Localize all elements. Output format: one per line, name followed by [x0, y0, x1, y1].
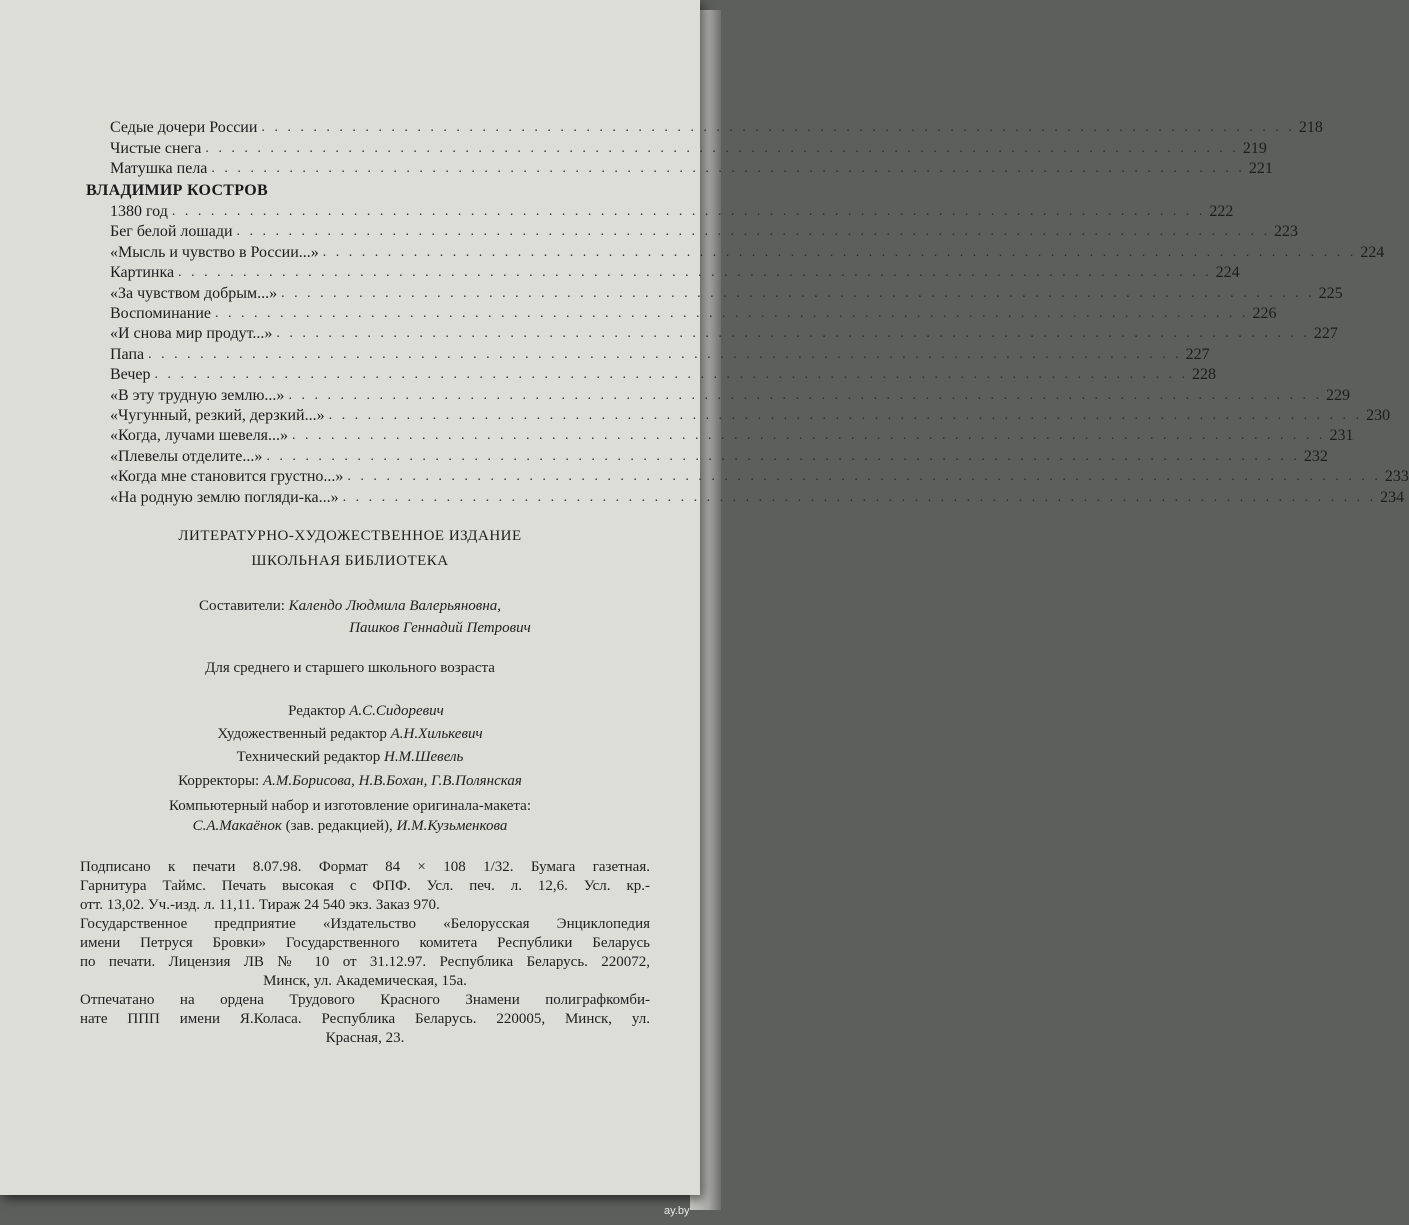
- watermark: ay.by: [664, 1205, 690, 1217]
- typesetter-2: И.М.Кузьменкова: [396, 818, 508, 834]
- toc-entry-title: Матушка пела: [110, 160, 208, 177]
- toc-dot-leader: . . . . . . . . . . . . . . . . . . . . . . . . . . . . . . . . . . . . . . . . . . . . . . . . . . . . . . . . . . . . . . . . . . . . . . . . . . . . . . . .: [154, 367, 1189, 383]
- toc-entry-page: 224: [1360, 243, 1385, 261]
- toc-entry-page: 234: [1380, 488, 1405, 506]
- toc-entry: [110, 406, 1391, 426]
- tech-editor-label: Технический редактор: [236, 749, 381, 765]
- toc-entry-title: «Когда мне становится грустно...»: [110, 468, 344, 486]
- toc-author-heading: ВЛАДИМИР КОСТРОВ: [86, 182, 268, 199]
- toc-entry-page: 233: [1384, 468, 1409, 486]
- editor-label: Редактор: [288, 703, 346, 719]
- imprint-line: Отпечатано на ордена Трудового Красного Знамени полиграфкомби-: [80, 992, 650, 1008]
- toc-entry: [110, 365, 1217, 385]
- edition-type: ЛИТЕРАТУРНО-ХУДОЖЕСТВЕННОЕ ИЗДАНИЕ: [178, 528, 522, 544]
- toc-entry: [110, 263, 1240, 283]
- toc-entry-page: 227: [1185, 345, 1210, 363]
- toc-entry-title: Картинка: [110, 264, 175, 282]
- toc-entry-page: 223: [1274, 223, 1299, 241]
- imprint-line: отт. 13,02. Уч.-изд. л. 11,11. Тираж 24 540 экз. Заказ 970.: [80, 897, 440, 913]
- tech-editor-line: [0, 749, 700, 766]
- toc-entry: [110, 159, 1273, 179]
- toc-entry-page: 226: [1252, 305, 1277, 322]
- toc-entry: [110, 426, 1354, 446]
- toc-entry: [110, 139, 1267, 159]
- art-editor-name: А.Н.Хилькевич: [390, 726, 483, 742]
- toc-entry: [110, 284, 1343, 304]
- toc-entry-page: 228: [1192, 366, 1217, 384]
- art-editor-label: Художественный редактор: [217, 726, 387, 742]
- series-title: ШКОЛЬНАЯ БИБЛИОТЕКА: [251, 553, 449, 569]
- toc-entry: [110, 243, 1385, 263]
- toc-entry: [110, 304, 1277, 324]
- toc-entry-title: «Мысль и чувство в России...»: [110, 243, 319, 261]
- editor-name: А.С.Сидоревич: [349, 703, 444, 719]
- toc-dot-leader: . . . . . . . . . . . . . . . . . . . . . . . . . . . . . . . . . . . . . . . . . . . . . . . . . . . . . . . . . . . . . . . . . . . . . . . . . . . . . . . .: [178, 265, 1212, 281]
- toc-entry-title: 1380 год: [110, 203, 168, 220]
- toc-entry-page: 225: [1318, 284, 1343, 302]
- toc-entry-page: 229: [1325, 386, 1350, 404]
- toc-entry: [110, 447, 1328, 467]
- toc-entry-page: 230: [1366, 407, 1391, 424]
- typesetter-1: С.А.Макаёнок: [192, 818, 282, 834]
- toc-entry: [110, 345, 1210, 365]
- imprint-line: Подписано к печати 8.07.98. Формат 84 × 108 1/32. Бумага газетная.: [80, 859, 650, 875]
- imprint-line: по печати. Лицензия ЛВ № 10 от 31.12.97. Республика Беларусь. 220072,: [80, 954, 650, 970]
- toc-dot-leader: . . . . . . . . . . . . . . . . . . . . . . . . . . . . . . . . . . . . . . . . . . . . . . . . . . . . . . . . . . . . . . . . . . . . . . . . . . . . . . . .: [347, 469, 1381, 485]
- editor-line: [16, 703, 716, 720]
- toc-entry-title: «Когда, лучами шевеля...»: [110, 427, 289, 445]
- toc-entry: [110, 222, 1299, 242]
- compiler-2: Пашков Геннадий Петрович: [349, 620, 531, 636]
- toc-entry-title: Вечер: [110, 366, 151, 384]
- imprint-line: имени Петруся Бровки» Государственного комитета Республики Беларусь: [80, 935, 650, 951]
- toc-dot-leader: . . . . . . . . . . . . . . . . . . . . . . . . . . . . . . . . . . . . . . . . . . . . . . . . . . . . . . . . . . . . . . . . . . . . . . . . . . . . . . . .: [322, 244, 1357, 260]
- toc-entry-page: 222: [1209, 203, 1234, 220]
- toc-dot-leader: . . . . . . . . . . . . . . . . . . . . . . . . . . . . . . . . . . . . . . . . . . . . . . . . . . . . . . . . . . . . . . . . . . . . . . . . . . . . . . . .: [261, 120, 1295, 135]
- toc-entry: [110, 324, 1338, 344]
- toc-dot-leader: . . . . . . . . . . . . . . . . . . . . . . . . . . . . . . . . . . . . . . . . . . . . . . . . . . . . . . . . . . . . . . . . . . . . . . . . . . . . . . . .: [281, 285, 1315, 301]
- toc-dot-leader: . . . . . . . . . . . . . . . . . . . . . . . . . . . . . . . . . . . . . . . . . . . . . . . . . . . . . . . . . . . . . . . . . . . . . . . . . . . . . . . .: [292, 428, 1326, 444]
- toc-dot-leader: . . . . . . . . . . . . . . . . . . . . . . . . . . . . . . . . . . . . . . . . . . . . . . . . . . . . . . . . . . . . . . . . . . . . . . . . . . . . . . . .: [215, 306, 1249, 321]
- audience-note: Для среднего и старшего школьного возраста: [205, 660, 495, 676]
- toc-dot-leader: . . . . . . . . . . . . . . . . . . . . . . . . . . . . . . . . . . . . . . . . . . . . . . . . . . . . . . . . . . . . . . . . . . . . . . . . . . . . . . . .: [276, 326, 1310, 342]
- compilers-line-1: [0, 598, 700, 615]
- imprint-line: Государственное предприятие «Издательство «Белорусская Энциклопедия: [80, 916, 650, 932]
- toc-entry-title: «За чувством добрым...»: [110, 284, 278, 302]
- toc-entry-title: «И снова мир продут...»: [110, 325, 273, 343]
- toc-entry-page: 224: [1215, 264, 1240, 282]
- toc-entry: [110, 467, 1409, 487]
- toc-entry-title: «В эту трудную землю...»: [110, 386, 285, 404]
- toc-entry-title: «Чугунный, резкий, дерзкий...»: [110, 407, 325, 424]
- toc-entry-title: Папа: [110, 345, 145, 363]
- imprint-line: Минск, ул. Академическая, 15а.: [263, 973, 467, 989]
- typesetters-line: [0, 818, 700, 835]
- toc-dot-leader: . . . . . . . . . . . . . . . . . . . . . . . . . . . . . . . . . . . . . . . . . . . . . . . . . . . . . . . . . . . . . . . . . . . . . . . . . . . . . . . .: [266, 448, 1300, 464]
- imprint-line: Красная, 23.: [325, 1030, 405, 1046]
- toc-dot-leader: . . . . . . . . . . . . . . . . . . . . . . . . . . . . . . . . . . . . . . . . . . . . . . . . . . . . . . . . . . . . . . . . . . . . . . . . . . . . . . . .: [342, 489, 1377, 505]
- toc-entry-page: 232: [1303, 447, 1328, 465]
- toc-entry-title: Воспоминание: [110, 305, 212, 322]
- toc-entry: [110, 386, 1350, 406]
- toc-dot-leader: . . . . . . . . . . . . . . . . . . . . . . . . . . . . . . . . . . . . . . . . . . . . . . . . . . . . . . . . . . . . . . . . . . . . . . . . . . . . . . . .: [288, 387, 1322, 403]
- toc-dot-leader: . . . . . . . . . . . . . . . . . . . . . . . . . . . . . . . . . . . . . . . . . . . . . . . . . . . . . . . . . . . . . . . . . . . . . . . . . . . . . . . .: [211, 161, 1245, 176]
- toc-entry-title: «Плевелы отделите...»: [110, 447, 263, 465]
- toc-entry: [110, 202, 1234, 222]
- tech-editor-name: Н.М.Шевель: [384, 749, 464, 765]
- imprint-line: Гарнитура Таймс. Печать высокая с ФПФ. Усл. печ. л. 12,6. Усл. кр.-: [80, 878, 650, 894]
- toc-entry-title: Бег белой лошади: [110, 223, 233, 241]
- toc-dot-leader: . . . . . . . . . . . . . . . . . . . . . . . . . . . . . . . . . . . . . . . . . . . . . . . . . . . . . . . . . . . . . . . . . . . . . . . . . . . . . . . .: [171, 204, 1206, 219]
- toc-entry-title: Чистые снега: [110, 139, 202, 157]
- toc-dot-leader: . . . . . . . . . . . . . . . . . . . . . . . . . . . . . . . . . . . . . . . . . . . . . . . . . . . . . . . . . . . . . . . . . . . . . . . . . . . . . . . .: [148, 346, 1182, 362]
- toc-entry-page: 219: [1242, 139, 1267, 157]
- toc-entry: [110, 488, 1405, 508]
- toc-entry-title: Седые дочери России: [110, 119, 258, 136]
- compiler-1: Календо Людмила Валерьяновна,: [288, 598, 502, 614]
- toc-entry-title: «На родную землю погляди-ка...»: [110, 488, 339, 506]
- toc-dot-leader: . . . . . . . . . . . . . . . . . . . . . . . . . . . . . . . . . . . . . . . . . . . . . . . . . . . . . . . . . . . . . . . . . . . . . . . . . . . . . . . .: [236, 224, 1271, 240]
- toc-entry-page: 227: [1313, 325, 1338, 343]
- typesetter-1-role: (зав. редакцией),: [285, 818, 393, 834]
- imprint-block: [80, 858, 650, 1048]
- imprint-line: нате ППП имени Я.Коласа. Республика Беларусь. 220005, Минск, ул.: [80, 1011, 650, 1027]
- toc-dot-leader: . . . . . . . . . . . . . . . . . . . . . . . . . . . . . . . . . . . . . . . . . . . . . . . . . . . . . . . . . . . . . . . . . . . . . . . . . . . . . . . .: [205, 140, 1239, 156]
- toc-entry-page: 231: [1329, 427, 1354, 445]
- proofreaders-label: Корректоры:: [178, 773, 260, 789]
- toc-entry-page: 221: [1248, 160, 1273, 177]
- toc-dot-leader: . . . . . . . . . . . . . . . . . . . . . . . . . . . . . . . . . . . . . . . . . . . . . . . . . . . . . . . . . . . . . . . . . . . . . . . . . . . . . . . .: [328, 408, 1363, 423]
- art-editor-line: [0, 726, 700, 743]
- proofreaders-line: [0, 773, 700, 790]
- compilers-label: Составители:: [198, 598, 285, 614]
- proofreaders-names: А.М.Борисова, Н.В.Бохан, Г.В.Полянская: [262, 773, 522, 789]
- toc-entry-page: 218: [1298, 119, 1323, 136]
- toc-entry: [110, 118, 1323, 138]
- compilers-line-2: [90, 620, 790, 637]
- typesetting-label: Компьютерный набор и изготовление оригинала-макета:: [168, 798, 531, 814]
